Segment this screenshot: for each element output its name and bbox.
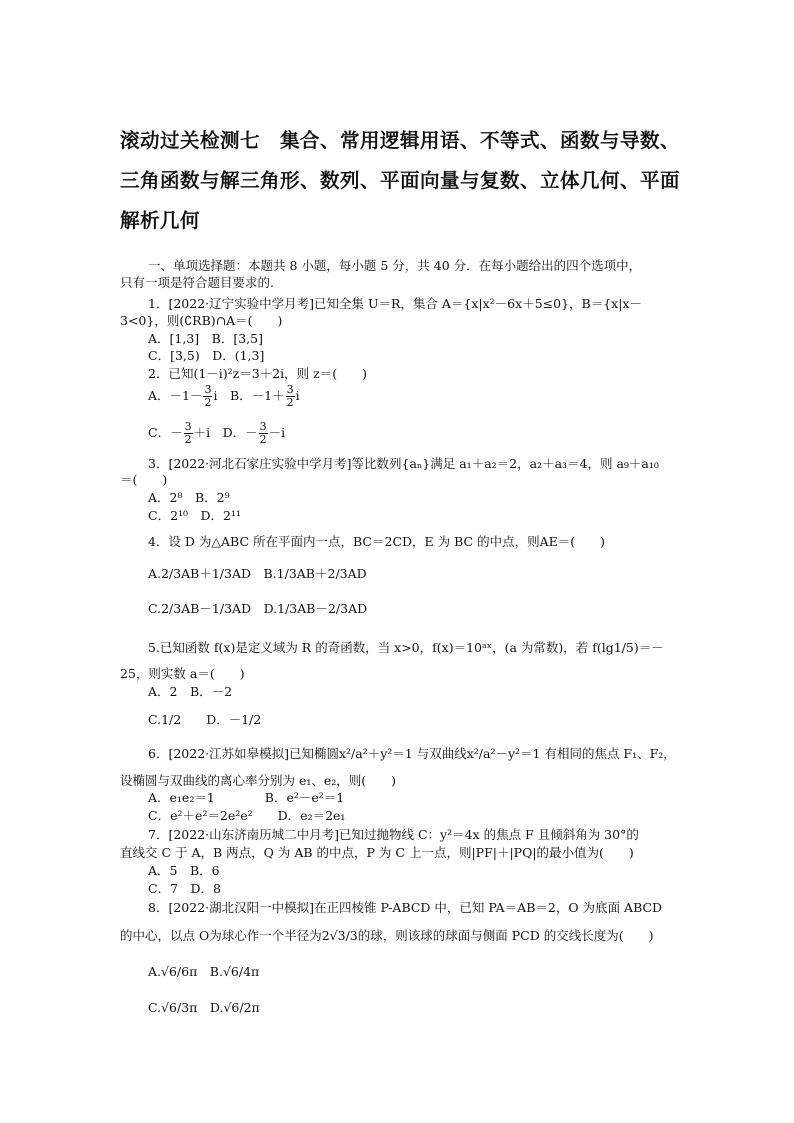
q1-options-cd: C．[3,5) D．(1,3] [148, 348, 265, 363]
q8-options-ab: A.√6/6π B.√6/4π [148, 964, 260, 979]
q8-stem-line2: 的中心，以点 O为球心作一个半径为2√3/3的球，则该球的球面与侧面 PCD 的交线长度为( ) [120, 928, 654, 943]
q3-options-cd: C．2¹⁰ D．2¹¹ [148, 508, 242, 523]
q7-stem-line1: 7．[2022·山东济南历城二中月考]已知过抛物线 C：y²＝4x 的焦点 F 且倾斜角为 30°的 [148, 827, 639, 842]
q4-options-ab: A.2/3AB＋1/3AD B.1/3AB＋2/3AD [148, 566, 367, 581]
q3-stem-line1: 3．[2022·河北石家庄实验中学月考]等比数列{aₙ}满足 a₁＋a₂＝2，a₂＋a₃＝4，则 a₉＋a₁₀ [148, 456, 659, 471]
q4-stem: 4．设 D 为△ABC 所在平面内一点，BC＝2CD，E 为 BC 的中点，则AE＝( ) [148, 534, 605, 549]
q2-option-d-suffix: －i [268, 425, 286, 440]
section-instruction-line2: 只有一项是符合题目要求的. [120, 275, 274, 290]
q1-options-ab: A．[1,3] B．[3,5] [148, 331, 263, 346]
section-instruction-line1: 一、单项选择题：本题共 8 小题，每小题 5 分，共 40 分．在每小题给出的四个选项中， [148, 258, 642, 273]
q6-options-ab: A．e₁e₂＝1 B．e²－e²＝1 [148, 790, 345, 805]
q2-stem: 2．已知(1－i)²z＝3＋2i，则 z＝( ) [148, 366, 367, 381]
q2-options-cd [148, 421, 285, 446]
page-title: 滚动过关检测七 集合、常用逻辑用语、不等式、函数与导数、三角函数与解三角形、数列、平面向量与复数、立体几何、平面解析几何 [120, 129, 681, 232]
q5-options-cd: C.1/2 D．－1/2 [148, 712, 262, 727]
q8-options-cd: C.√6/3π D.√6/2π [148, 1000, 260, 1015]
q2-option-d-prefix: ＋i D．－ [193, 425, 258, 440]
q7-stem-line2: 直线交 C 于 A，B 两点，Q 为 AB 的中点，P 为 C 上一点，则|PF|＋|PQ|的最小值为( ) [120, 845, 634, 860]
q3-stem-line2: ＝( ) [120, 472, 168, 487]
q2-options-ab [148, 384, 300, 409]
q7-options-ab: A．5 B．6 [148, 863, 220, 878]
q1-stem-line1: 1．[2022·辽宁实验中学月考]已知全集 U＝R，集合 A＝{x|x²－6x＋5≤0}，B＝{x|x－ [148, 296, 642, 311]
q3-options-ab: A．2⁸ B．2⁹ [148, 490, 230, 505]
q2-option-c-prefix: C．－ [148, 425, 183, 440]
q2-fraction-d: $\frac{3}{2}$ [259, 420, 267, 446]
q6-options-cd: C．e²＋e²＝2e²e² D．e₂＝2e₁ [148, 808, 346, 823]
q5-stem-line1: 5.已知函数 f(x)是定义域为 R 的奇函数，当 x>0，f(x)＝10ᵃˣ，(a 为常数)，若 f(lg1/5)＝－ [148, 640, 664, 655]
q2-fraction-a: $\frac{3}{2}$ [204, 383, 212, 409]
q7-options-cd: C．7 D．8 [148, 881, 221, 896]
q1-stem-line2: 3<0}，则(∁RB)∩A＝( ) [120, 313, 283, 328]
q6-stem-line1: 6．[2022·江苏如皋模拟]已知椭圆x²/a²＋y²＝1 与双曲线x²/a²－y²＝1 有相同的焦点 F₁、F₂， [148, 746, 676, 761]
q8-stem-line1: 8．[2022·湖北汉阳一中模拟]在正四棱锥 P-ABCD 中，已知 PA＝AB＝2，O 为底面 ABCD [148, 900, 663, 915]
q5-stem-line2: 25，则实数 a＝( ) [120, 666, 245, 681]
q2-fraction-c: $\frac{3}{2}$ [184, 420, 192, 446]
q2-option-a-prefix: A．－1－ [148, 388, 203, 403]
q4-options-cd: C.2/3AB－1/3AD D.1/3AB－2/3AD [148, 601, 368, 616]
q2-fraction-b: $\frac{3}{2}$ [286, 383, 294, 409]
q2-option-b-suffix: i [295, 388, 300, 403]
q6-stem-line2: 设椭圆与双曲线的离心率分别为 e₁、e₂，则( ) [120, 773, 397, 788]
q5-options-ab: A．2 B．－2 [148, 684, 233, 699]
q2-option-b-prefix: i B．－1＋ [213, 388, 285, 403]
